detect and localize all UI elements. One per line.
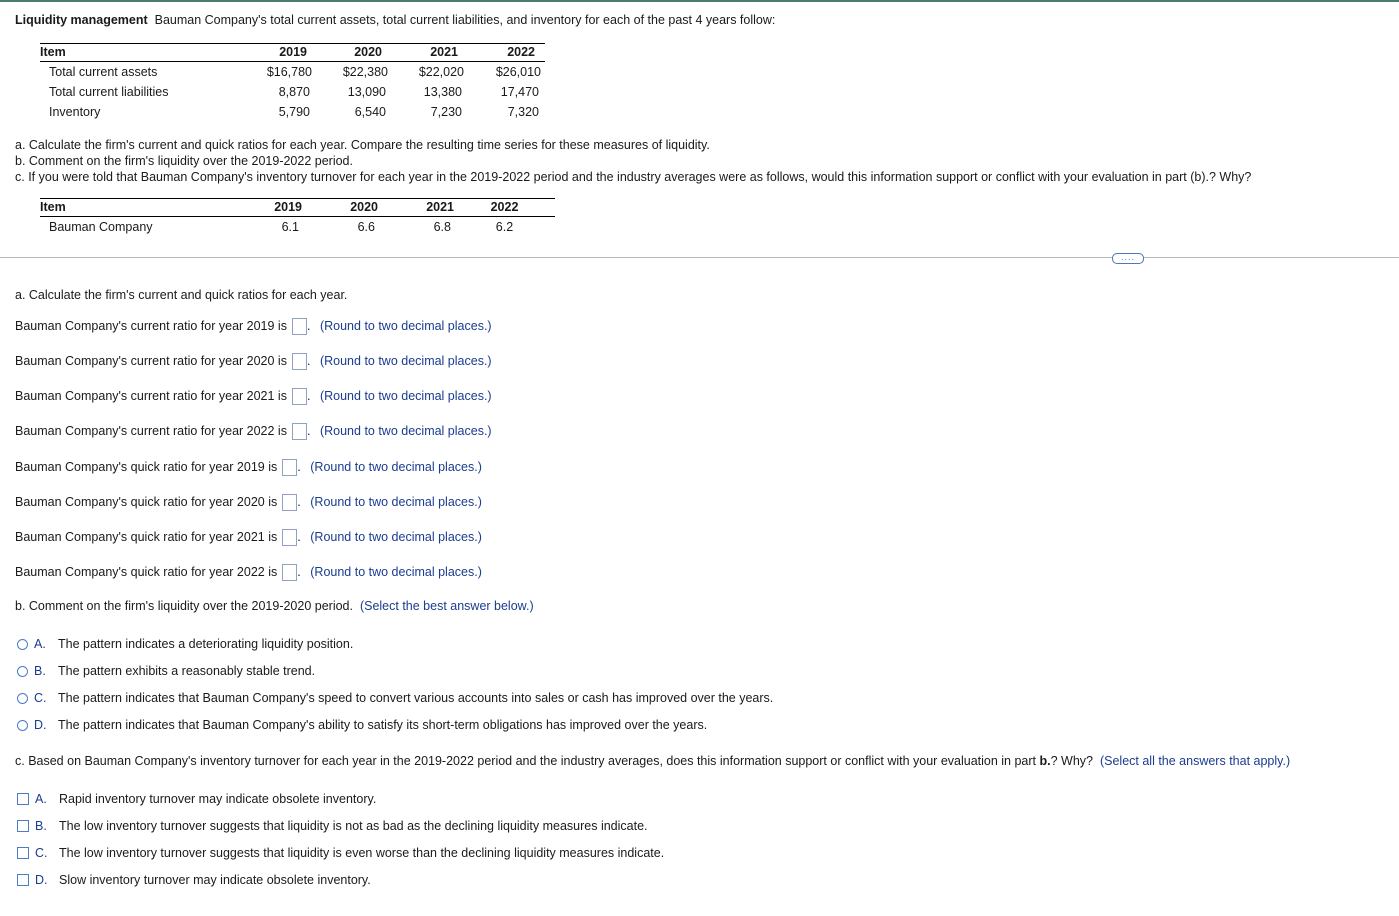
rounding-hint: (Round to two decimal places.) [310, 460, 482, 474]
table-header-cell: 2022 [467, 44, 545, 62]
option-text: The pattern exhibits a reasonably stable trend. [58, 664, 316, 678]
table-cell: $26,010 [495, 65, 541, 79]
option-text: The low inventory turnover suggests that liquidity is not as bad as the declining liquidity measures indicate. [59, 819, 648, 833]
option-letter: D. [34, 718, 47, 732]
question-b: b. Comment on the firm's liquidity over the 2019-2022 period. [15, 154, 353, 168]
rounding-hint: (Round to two decimal places.) [310, 495, 482, 509]
radio-button[interactable] [17, 666, 28, 677]
table-header-row [40, 44, 545, 62]
option-text: Rapid inventory turnover may indicate obsolete inventory. [59, 792, 377, 806]
current-ratio-2019-input[interactable] [292, 318, 307, 335]
part-c-why: ? Why? [1050, 754, 1094, 768]
rounding-hint: (Round to two decimal places.) [319, 354, 492, 368]
table-header-cell: 2021 [378, 199, 454, 217]
quick-ratio-label: Bauman Company's quick ratio for year 2021 is [15, 530, 278, 544]
option-letter: C. [34, 691, 47, 705]
table-header-cell: Item [40, 44, 210, 62]
table-cell: 17,470 [500, 85, 539, 99]
financial-data-table [40, 43, 545, 122]
part-b-option-a[interactable] [17, 635, 353, 653]
option-letter: A. [34, 637, 46, 651]
option-letter: A. [35, 792, 47, 806]
table-cell: $22,020 [418, 65, 464, 79]
table-cell: 7,230 [430, 105, 462, 119]
checkbox[interactable] [17, 793, 29, 805]
table-cell: 13,380 [423, 85, 462, 99]
table-header-cell: 2019 [210, 199, 302, 217]
problem-title: Liquidity management [15, 13, 148, 27]
quick-ratio-row-2021: Bauman Company's quick ratio for year 2021 is . (Round to two decimal places.) [15, 530, 482, 544]
table-cell: 6.1 [281, 220, 299, 234]
part-c-ref: b. [1039, 754, 1051, 768]
part-b-question: b. Comment on the firm's liquidity over the 2019-2020 period. [15, 599, 353, 613]
quick-ratio-2021-input[interactable] [282, 529, 297, 546]
table-cell: $16,780 [266, 65, 312, 79]
quick-ratio-2022-input[interactable] [282, 564, 297, 581]
inventory-turnover-table [40, 198, 555, 237]
current-ratio-row-2022: Bauman Company's current ratio for year 2022 is . (Round to two decimal places.) [15, 424, 492, 438]
part-c-heading [15, 754, 1290, 768]
current-ratio-label: Bauman Company's current ratio for year 2021 is [15, 389, 287, 403]
table-cell: 6.8 [433, 220, 451, 234]
part-b-option-c[interactable] [17, 689, 773, 707]
radio-button[interactable] [17, 720, 28, 731]
table-cell: 6.6 [357, 220, 375, 234]
table-row [40, 102, 545, 122]
table-cell: Total current assets [49, 65, 158, 79]
option-text: Slow inventory turnover may indicate obsolete inventory. [59, 873, 371, 887]
checkbox[interactable] [17, 847, 29, 859]
option-text: The pattern indicates that Bauman Company's ability to satisfy its short-term obligations has improved over the years. [58, 718, 708, 732]
part-c-option-b[interactable] [17, 817, 648, 835]
table-cell: Total current liabilities [49, 85, 169, 99]
table-row [40, 62, 545, 83]
checkbox[interactable] [17, 874, 29, 886]
expand-more-button[interactable]: .... [1112, 253, 1144, 264]
option-letter: C. [35, 846, 48, 860]
question-a: a. Calculate the firm's current and quick ratios for each year. Compare the resulting time series for these measures of liquidity. [15, 138, 710, 152]
part-b-instruction: (Select the best answer below.) [359, 599, 534, 613]
table-cell: 8,870 [278, 85, 310, 99]
rounding-hint: (Round to two decimal places.) [310, 530, 482, 544]
option-letter: B. [34, 664, 46, 678]
table-cell: $22,380 [342, 65, 388, 79]
rounding-hint: (Round to two decimal places.) [319, 319, 492, 333]
part-a-heading: a. Calculate the firm's current and quick ratios for each year. [15, 288, 348, 302]
problem-text: Bauman Company's total current assets, total current liabilities, and inventory for each of the past 4 years follow: [154, 13, 776, 27]
question-c: c. If you were told that Bauman Company's inventory turnover for each year in the 2019-2022 period and the industry averages were as follows, would this information support or conflict with your evaluation in part (b).? Why? [15, 170, 1252, 184]
option-text: The pattern indicates that Bauman Company's speed to convert various accounts into sales or cash has improved over the years. [58, 691, 774, 705]
table-header-cell: 2019 [210, 44, 315, 62]
part-c-option-d[interactable] [17, 871, 371, 889]
option-text: The low inventory turnover suggests that liquidity is even worse than the declining liquidity measures indicate. [59, 846, 665, 860]
table-header-cell: 2021 [391, 44, 467, 62]
section-divider [0, 257, 1399, 258]
rounding-hint: (Round to two decimal places.) [319, 424, 492, 438]
quick-ratio-label: Bauman Company's quick ratio for year 2019 is [15, 460, 278, 474]
table-header-cell: 2020 [302, 199, 378, 217]
table-header-row [40, 199, 555, 217]
current-ratio-2022-input[interactable] [292, 423, 307, 440]
table-cell: 13,090 [347, 85, 386, 99]
problem-intro [15, 13, 775, 27]
table-row [40, 217, 555, 238]
table-cell: 7,320 [507, 105, 539, 119]
part-b-heading [15, 599, 534, 613]
current-ratio-row-2020: Bauman Company's current ratio for year 2020 is . (Round to two decimal places.) [15, 354, 492, 368]
part-c-instruction: (Select all the answers that apply.) [1099, 754, 1291, 768]
checkbox[interactable] [17, 820, 29, 832]
table-cell: Bauman Company [49, 220, 153, 234]
part-c-question: c. Based on Bauman Company's inventory turnover for each year in the 2019-2022 period and the industry averages, does this information support or conflict with your evaluation in part [15, 754, 1037, 768]
option-text: The pattern indicates a deteriorating liquidity position. [58, 637, 354, 651]
quick-ratio-label: Bauman Company's quick ratio for year 2020 is [15, 495, 278, 509]
current-ratio-label: Bauman Company's current ratio for year 2019 is [15, 319, 287, 333]
part-b-option-d[interactable] [17, 716, 707, 734]
table-header-cell: 2020 [315, 44, 391, 62]
current-ratio-2020-input[interactable] [292, 353, 307, 370]
table-row [40, 82, 545, 102]
top-border [0, 0, 1399, 2]
current-ratio-label: Bauman Company's current ratio for year 2020 is [15, 354, 287, 368]
option-letter: B. [35, 819, 47, 833]
quick-ratio-row-2019: Bauman Company's quick ratio for year 2019 is . (Round to two decimal places.) [15, 460, 482, 474]
table-cell: 6,540 [354, 105, 386, 119]
current-ratio-2021-input[interactable] [292, 388, 307, 405]
table-header-cell: Item [40, 199, 210, 217]
part-b-option-b[interactable] [17, 662, 315, 680]
table-cell: 5,790 [278, 105, 310, 119]
rounding-hint: (Round to two decimal places.) [310, 565, 482, 579]
quick-ratio-2020-input[interactable] [282, 494, 297, 511]
part-c-option-c[interactable] [17, 844, 664, 862]
current-ratio-label: Bauman Company's current ratio for year 2022 is [15, 424, 287, 438]
table-cell: 6.2 [495, 220, 514, 234]
table-header-cell: 2022 [454, 199, 555, 217]
radio-button[interactable] [17, 693, 28, 704]
quick-ratio-row-2020: Bauman Company's quick ratio for year 2020 is . (Round to two decimal places.) [15, 495, 482, 509]
radio-button[interactable] [17, 639, 28, 650]
quick-ratio-row-2022: Bauman Company's quick ratio for year 2022 is . (Round to two decimal places.) [15, 565, 482, 579]
quick-ratio-label: Bauman Company's quick ratio for year 2022 is [15, 565, 278, 579]
quick-ratio-2019-input[interactable] [282, 459, 297, 476]
current-ratio-row-2019: Bauman Company's current ratio for year 2019 is . (Round to two decimal places.) [15, 319, 492, 333]
option-letter: D. [35, 873, 48, 887]
table-cell: Inventory [49, 105, 101, 119]
part-c-option-a[interactable] [17, 790, 376, 808]
question-list [15, 137, 1251, 185]
rounding-hint: (Round to two decimal places.) [319, 389, 492, 403]
current-ratio-row-2021: Bauman Company's current ratio for year 2021 is . (Round to two decimal places.) [15, 389, 492, 403]
